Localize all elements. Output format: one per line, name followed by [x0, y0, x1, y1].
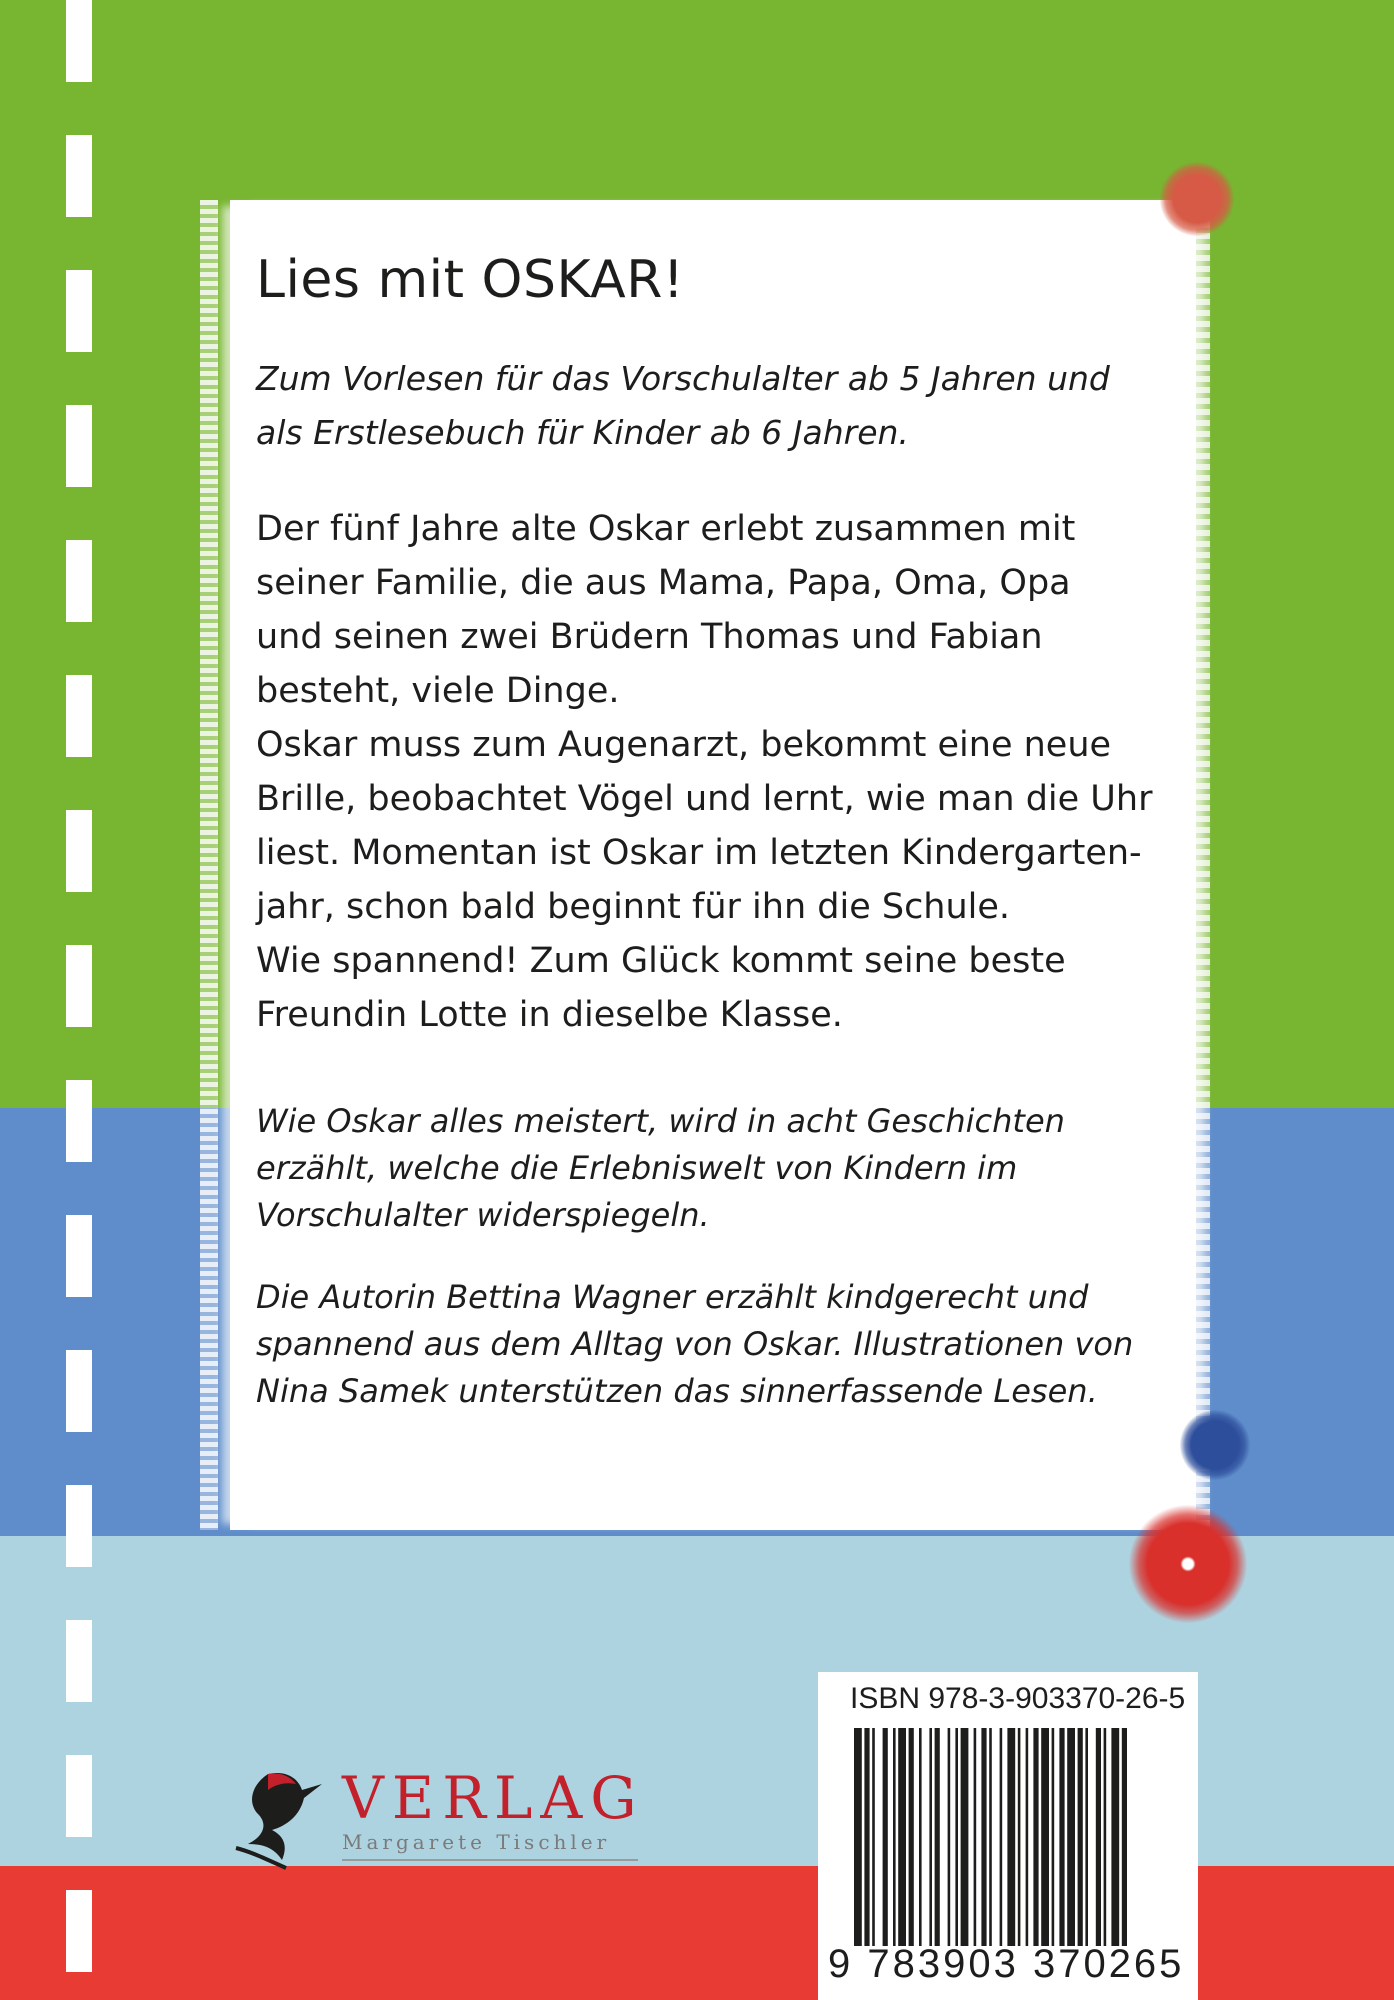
- book-title: Lies mit OSKAR!: [256, 250, 685, 310]
- isbn-label: ISBN 978-3-903370-26-5: [850, 1682, 1186, 1715]
- barcode-bar: [919, 1728, 922, 1946]
- barcode-bar: [898, 1728, 906, 1946]
- red-dot-top: [1160, 162, 1234, 236]
- publisher-subtitle: Margarete Tischler: [342, 1830, 611, 1854]
- barcode-bar: [1033, 1728, 1038, 1946]
- barcode-bar: [1096, 1728, 1101, 1946]
- barcode-area: [818, 1672, 1198, 2000]
- red-dot-bottom: [1128, 1504, 1248, 1624]
- panel-chalk-edge-left: [200, 200, 218, 1530]
- road-dash: [66, 1890, 92, 1972]
- publisher-name: VERLAG: [342, 1764, 645, 1832]
- swallow-bird-icon: [228, 1764, 332, 1874]
- barcode-bar: [935, 1728, 940, 1946]
- barcode-bar: [1078, 1728, 1083, 1946]
- barcode-bar: [883, 1728, 888, 1946]
- road-dash: [66, 1755, 92, 1837]
- barcode-bar: [864, 1728, 869, 1946]
- barcode-bar: [1059, 1728, 1064, 1946]
- barcode-bar: [1041, 1728, 1049, 1946]
- barcode-bar: [1052, 1728, 1055, 1946]
- road-dash: [66, 810, 92, 892]
- intro-text: Zum Vorlesen für das Vorschulalter ab 5 Jahren und als Erstlesebuch für Kinder ab 6 Jahren.: [256, 359, 1110, 452]
- barcode-bar: [872, 1728, 875, 1946]
- barcode-bar: [981, 1728, 986, 1946]
- road-dash: [66, 1620, 92, 1702]
- blue-dot: [1180, 1410, 1250, 1480]
- road-dash: [66, 270, 92, 352]
- barcode-bar: [1026, 1728, 1029, 1946]
- barcode-bar: [1067, 1728, 1075, 1946]
- road-dash: [66, 405, 92, 487]
- road-dash: [66, 1485, 92, 1567]
- description-text: Der fünf Jahre alte Oskar erlebt zusammen mit seiner Familie, die aus Mama, Papa, Oma, Opa und seinen zwei Brüdern Thomas und Fabian besteht, viele Dinge. Oskar muss zum Augenarzt, bekommt eine neue Brille, beobachtet Vögel und lernt, wie man die Uhr liest. Momentan ist Oskar im letzten Kindergarten- jahr, schon bald beginnt für ihn die Schule. Wie spannend! Zum Glück kommt seine beste Freundin Lotte in dieselbe Klasse.: [256, 509, 1153, 1035]
- author-note: Die Autorin Bettina Wagner erzählt kindgerecht und spannend aus dem Alltag von Oskar. Illustrationen von Nina Samek unterstützen das sinnerfassende Lesen.: [256, 1278, 1134, 1410]
- barcode-bar: [948, 1728, 951, 1946]
- barcode: [854, 1728, 1184, 1946]
- barcode-bar: [1007, 1728, 1015, 1946]
- barcode-bar: [929, 1728, 932, 1946]
- barcode-bar: [1111, 1728, 1119, 1946]
- road-dash: [66, 945, 92, 1027]
- barcode-bar: [974, 1728, 977, 1946]
- road-dash: [66, 1080, 92, 1162]
- barcode-digits: 9 783903 370265: [828, 1942, 1185, 1986]
- barcode-bar: [893, 1728, 896, 1946]
- road-dash: [66, 675, 92, 757]
- road-dash: [66, 1350, 92, 1432]
- road-dash: [66, 540, 92, 622]
- barcode-bar: [1085, 1728, 1088, 1946]
- barcode-bar: [1122, 1728, 1127, 1946]
- barcode-bar: [1018, 1728, 1021, 1946]
- road-dash: [66, 1215, 92, 1297]
- barcode-bar: [961, 1728, 969, 1946]
- publisher-divider: [342, 1859, 638, 1861]
- barcode-bar: [989, 1728, 992, 1946]
- barcode-bar: [955, 1728, 958, 1946]
- road-dash: [66, 0, 92, 82]
- barcode-bar: [1000, 1728, 1003, 1946]
- stories-note: Wie Oskar alles meistert, wird in acht Geschichten erzählt, welche die Erlebniswelt von Kindern im Vorschulalter widerspiegeln.: [256, 1102, 1065, 1234]
- barcode-bar: [909, 1728, 914, 1946]
- publisher-logo: [228, 1764, 648, 1874]
- barcode-bar: [1104, 1728, 1107, 1946]
- road-dash: [66, 135, 92, 217]
- barcode-bar: [854, 1728, 862, 1946]
